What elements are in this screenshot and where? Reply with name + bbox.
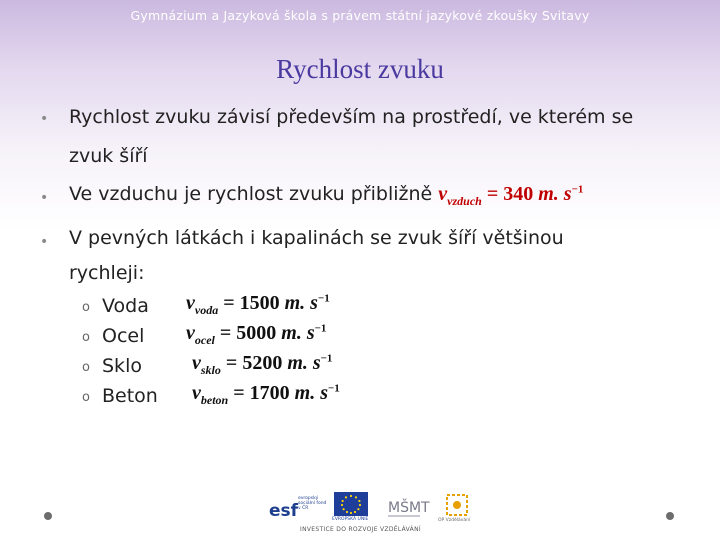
material-name-ocel: Ocel [102, 325, 145, 347]
sub-bullet-marker: o [82, 390, 90, 405]
msmt-logo [386, 492, 430, 520]
material-formula-beton: $v_{beton} = 1700$ m. $s^{-1}$ [192, 382, 340, 407]
material-name-sklo: Sklo [102, 355, 142, 377]
bullet-marker: • [40, 190, 49, 206]
svg-text:MŠMT: MŠMT [388, 500, 430, 516]
bullet-1-line-1: Rychlost zvuku závisí především na prostředí, ve kterém se [69, 106, 634, 128]
material-formula-voda: $v_{voda} = 1500$ m. $s^{-1}$ [186, 292, 330, 317]
bullet-3-line-2: rychleji: [69, 262, 145, 284]
sub-bullet-marker: o [82, 360, 90, 375]
sub-bullet-marker: o [82, 300, 90, 315]
esf-logo-caption: evropský sociální fond v ČR [298, 496, 327, 511]
bullet-marker: • [40, 234, 49, 250]
esf-logo [268, 492, 299, 522]
bullet-2-line [69, 183, 583, 209]
funding-caption: INVESTICE DO ROZVOJE VZDĚLÁVÁNÍ [300, 526, 421, 533]
air-speed-formula: $v_{vzduch} = 340$ m. $s^{-1}$ [438, 183, 584, 208]
left-corner-dot [44, 512, 52, 520]
eu-caption: EVROPSKÁ UNIE [332, 517, 369, 522]
school-header: Gymnázium a Jazyková škola s právem státní jazykové zkoušky Svitavy [130, 8, 590, 23]
bullet-1-line-2: zvuk šíří [69, 145, 148, 167]
funding-logos [268, 490, 480, 536]
material-name-beton: Beton [102, 385, 158, 407]
right-corner-dot [666, 512, 674, 520]
bullet-2-text: Ve vzduchu je rychlost zvuku přibližně [69, 183, 433, 205]
op-vk-caption: OP Vzdělávání [438, 518, 471, 523]
op-vk-logo [444, 492, 470, 518]
sub-bullet-marker: o [82, 330, 90, 345]
eu-flag-logo [334, 492, 368, 516]
svg-text:esf: esf [269, 501, 299, 521]
bullet-marker: • [40, 111, 49, 127]
bullet-3-line-1: V pevných látkách i kapalinách se zvuk šíří většinou [69, 227, 564, 249]
slide-title: Rychlost zvuku [276, 54, 444, 84]
material-formula-ocel: $v_{ocel} = 5000$ m. $s^{-1}$ [186, 322, 327, 347]
material-formula-sklo: $v_{sklo} = 5200$ m. $s^{-1}$ [192, 352, 333, 377]
material-name-voda: Voda [102, 295, 149, 317]
